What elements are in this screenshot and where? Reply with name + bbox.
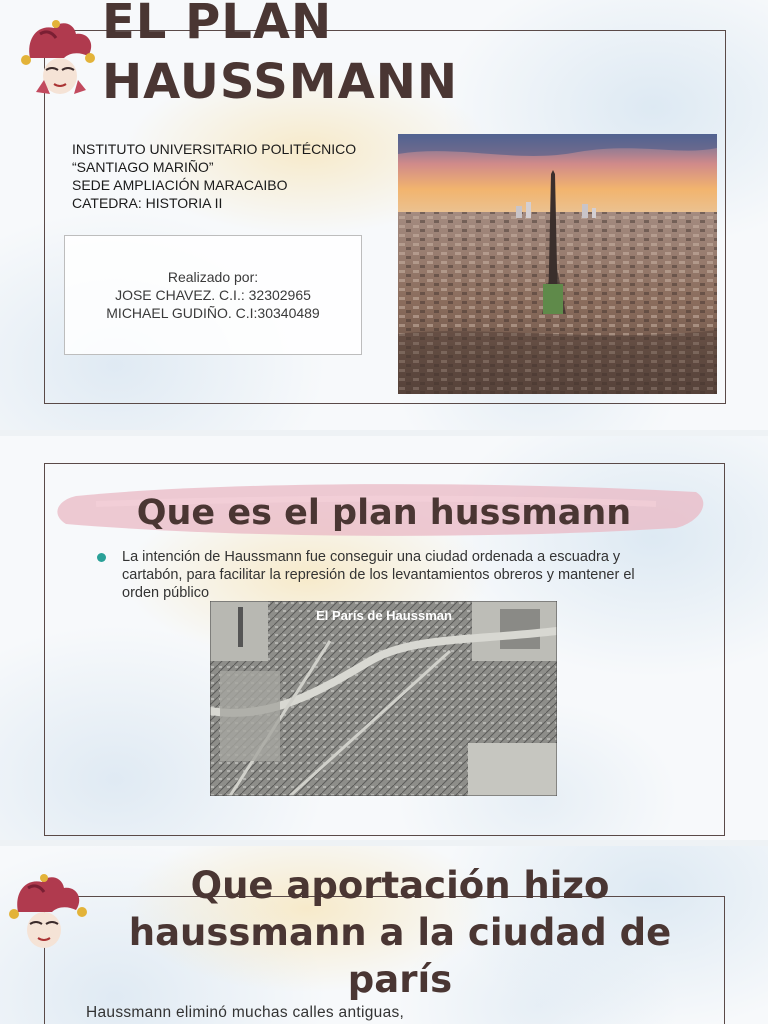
institution-line: CATEDRA: HISTORIA II (72, 195, 223, 211)
institution-info (72, 140, 356, 212)
body-text: Haussmann eliminó muchas calles antiguas, (86, 1004, 405, 1021)
institution-line: INSTITUTO UNIVERSITARIO POLITÉCNICO (72, 141, 357, 157)
slide-1 (0, 0, 768, 430)
bullet-text: La intención de Haussmann fue conseguir una ciudad ordenada a escuadra y cartabón, para facilitar la represión de los levantamientos obreros y mantener el orden público (122, 549, 635, 601)
author-line: JOSE CHAVEZ. C.I.: 32302965 (115, 287, 311, 303)
slide-title: Que aportación hizo haussmann a la ciudad de parís (128, 864, 672, 1001)
image-caption: El París de Haussman (316, 608, 452, 623)
slide-3 (0, 846, 768, 1024)
bullet-dot (97, 553, 106, 562)
slide-title: EL PLAN HAUSSMANN (102, 0, 459, 110)
credits-label: Realizado por: (167, 269, 259, 285)
institution-line: SEDE AMPLIACIÓN MARACAIBO (72, 177, 288, 193)
slide-title: Que es el plan hussmann (136, 493, 632, 533)
jester-mask-icon (0, 872, 92, 954)
author-line: MICHAEL GUDIÑO. C.I:30340489 (106, 305, 320, 321)
paris-engraving-image (210, 601, 557, 796)
jester-mask-icon (16, 18, 100, 100)
credits-box (64, 235, 362, 355)
slide-2 (0, 436, 768, 840)
paris-eiffel-photo (398, 134, 717, 394)
institution-line: “SANTIAGO MARIÑO” (72, 159, 214, 175)
